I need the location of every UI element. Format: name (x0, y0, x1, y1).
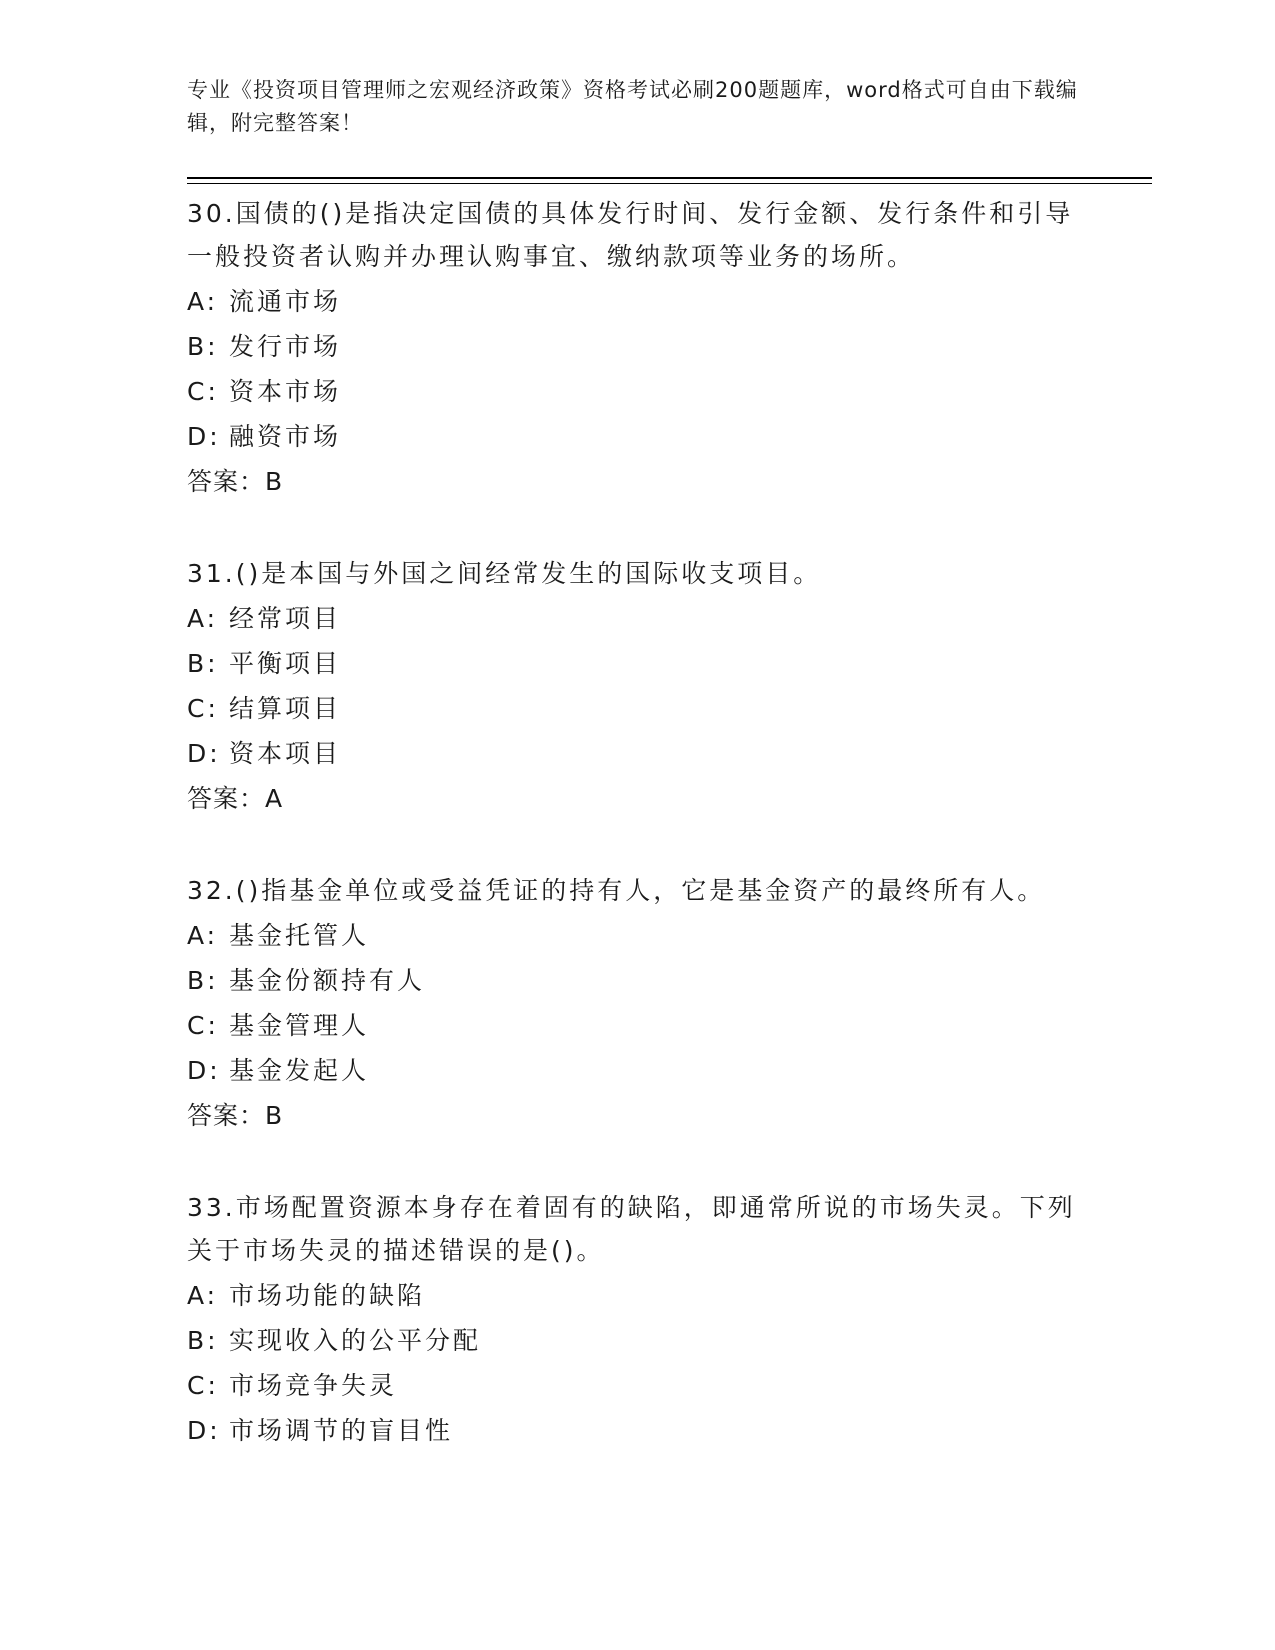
answer-line: 答案：B (187, 467, 284, 496)
option-text: 流通市场 (229, 287, 342, 316)
option-letter: C: (187, 1011, 219, 1040)
option-letter: D: (187, 1416, 221, 1445)
option-a (187, 596, 1087, 641)
question-33 (187, 1184, 1087, 1453)
option-text: 市场调节的盲目性 (229, 1416, 454, 1445)
option-a (187, 913, 1087, 958)
option-a (187, 279, 1087, 324)
option-text: 平衡项目 (229, 649, 342, 678)
option-text: 发行市场 (229, 332, 342, 361)
document-header: 专业《投资项目管理师之宏观经济政策》资格考试必刷200题题库，word格式可自由下载编辑，附完整答案！ (187, 78, 1078, 135)
option-b (187, 958, 1087, 1003)
option-letter: B: (187, 1326, 219, 1355)
option-c (187, 369, 1087, 414)
option-b (187, 641, 1087, 686)
option-text: 基金发起人 (229, 1056, 370, 1085)
option-text: 基金管理人 (229, 1011, 370, 1040)
question-stem: 32.()指基金单位或受益凭证的持有人，它是基金资产的最终所有人。 (187, 876, 1046, 905)
option-d (187, 414, 1087, 459)
option-c (187, 1003, 1087, 1048)
option-text: 基金份额持有人 (229, 966, 426, 995)
option-d (187, 1048, 1087, 1093)
option-letter: A: (187, 604, 219, 633)
option-c (187, 1363, 1087, 1408)
option-d (187, 731, 1087, 776)
header-divider-thick (187, 177, 1152, 179)
option-letter: B: (187, 332, 219, 361)
question-32 (187, 867, 1087, 1138)
option-letter: D: (187, 422, 221, 451)
header-divider-thin (187, 183, 1152, 184)
option-text: 结算项目 (229, 694, 342, 723)
option-text: 实现收入的公平分配 (229, 1326, 482, 1355)
option-letter: C: (187, 694, 219, 723)
option-letter: B: (187, 966, 219, 995)
option-text: 经常项目 (229, 604, 342, 633)
option-letter: D: (187, 739, 221, 768)
option-letter: A: (187, 1281, 219, 1310)
option-text: 融资市场 (229, 422, 342, 451)
option-c (187, 686, 1087, 731)
option-letter: D: (187, 1056, 221, 1085)
option-letter: C: (187, 377, 219, 406)
option-text: 资本项目 (229, 739, 342, 768)
answer-line: 答案：B (187, 1101, 284, 1130)
option-text: 市场竞争失灵 (229, 1371, 398, 1400)
option-b (187, 1318, 1087, 1363)
option-letter: B: (187, 649, 219, 678)
option-d (187, 1408, 1087, 1453)
option-b (187, 324, 1087, 369)
option-letter: A: (187, 287, 219, 316)
option-text: 基金托管人 (229, 921, 370, 950)
option-a (187, 1273, 1087, 1318)
question-stem: 33.市场配置资源本身存在着固有的缺陷，即通常所说的市场失灵。下列关于市场失灵的描述错误的是()。 (187, 1193, 1076, 1265)
option-text: 资本市场 (229, 377, 342, 406)
question-stem: 31.()是本国与外国之间经常发生的国际收支项目。 (187, 559, 822, 588)
question-30 (187, 190, 1087, 504)
question-list (187, 190, 1087, 1499)
option-text: 市场功能的缺陷 (229, 1281, 426, 1310)
option-letter: A: (187, 921, 219, 950)
question-31 (187, 550, 1087, 821)
option-letter: C: (187, 1371, 219, 1400)
question-stem: 30.国债的()是指决定国债的具体发行时间、发行金额、发行条件和引导一般投资者认购并办理认购事宜、缴纳款项等业务的场所。 (187, 199, 1074, 271)
answer-line: 答案：A (187, 784, 284, 813)
